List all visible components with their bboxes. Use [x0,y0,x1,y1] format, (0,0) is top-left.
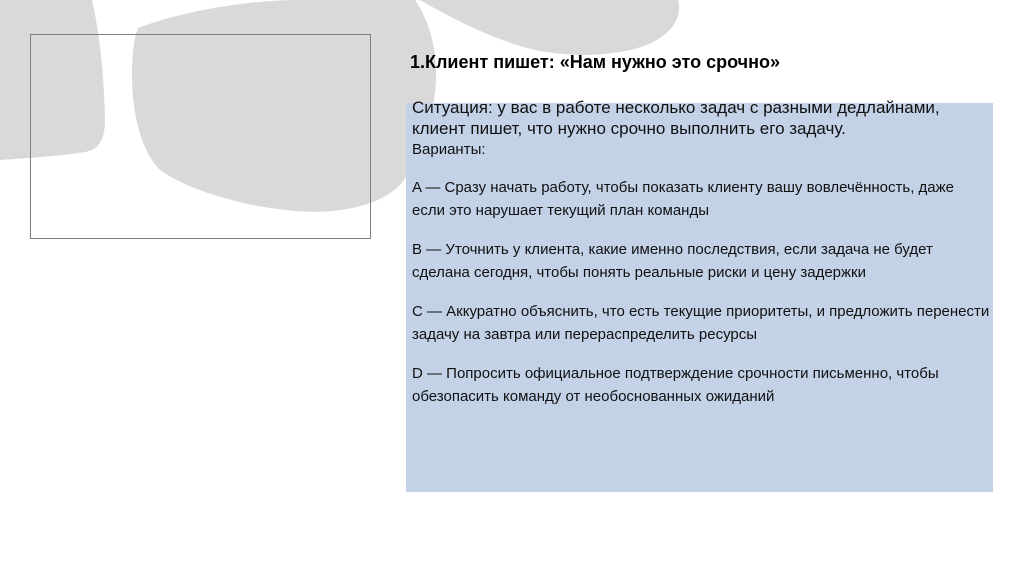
decor-shape-right [420,0,679,55]
image-placeholder-frame [30,34,371,239]
slide-title: 1.Клиент пишет: «Нам нужно это срочно» [410,52,780,72]
situation-text: Ситуация: у вас в работе несколько задач с разными дедлайнами, клиент пишет, что нужно срочно выполнить его задачу. [412,98,940,138]
option-c: C — Аккуратно объяснить, что есть текущие приоритеты, и предложить перенести задачу на завтра или перераспределить ресурсы [412,303,990,343]
option-b: B — Уточнить у клиента, какие именно последствия, если задача не будет сделана сегодня, чтобы понять реальные риски и цену задержки [412,241,933,281]
variants-label: Варианты: [412,141,486,158]
option-a: A — Сразу начать работу, чтобы показать клиенту вашу вовлечённость, даже если это нарушает текущий план команды [412,179,955,219]
content-text [412,97,990,408]
option-d: D — Попросить официальное подтверждение срочности письменно, чтобы обезопасить команду от необоснованных ожиданий [412,365,939,405]
